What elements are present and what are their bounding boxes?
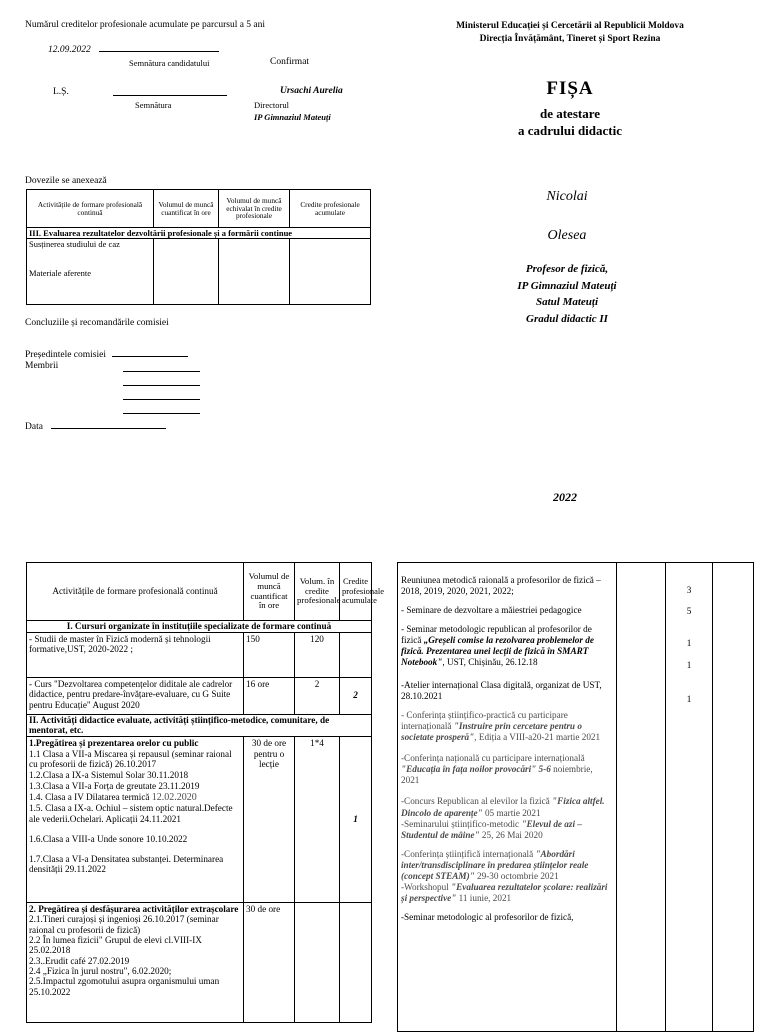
seminar-item: -Seminar metodologic al profesorilor de fizică, <box>401 911 574 922</box>
teacher-role: Profesor de fizică, <box>525 263 609 275</box>
activity-hours: 16 ore <box>244 677 295 714</box>
top-left-page <box>25 20 365 30</box>
evidence-header: Activitățile de formare profesională continuă <box>27 190 154 228</box>
signature-date-row <box>48 42 219 55</box>
conference-item: -Conferința științifică internațională "Abordări inter/transdisciplinare în predarea științelor reale (concept STEAM)" 29-30 octombrie 2021 <box>401 848 589 881</box>
cover-title <box>400 78 740 100</box>
lesson-item-4 <box>29 792 241 804</box>
evidence-section: III. Evaluarea rezultatelor dezvoltării profesionale și a formării continue <box>27 228 371 239</box>
evidence-row-case-study: Susținerea studiului de caz <box>29 239 120 249</box>
evidence-header: Credite profesionale acumulate <box>290 190 371 228</box>
evidence-row-materials: Materiale aferente <box>29 268 92 279</box>
direction: Direcția Învățământ, Tineret și Sport Rezina <box>479 33 661 44</box>
cover-year: 2022 <box>553 490 577 504</box>
extracurricular-cell <box>27 902 244 1022</box>
president-label: Președintele comisiei <box>25 350 106 360</box>
right-item: - Seminare de dezvoltare a măiestriei pedagogice <box>401 605 582 616</box>
activities-table <box>26 562 385 1023</box>
confirmed-label: Confirmat <box>270 57 310 67</box>
evidence-rows <box>27 239 154 305</box>
extracurricular-item: 2.3..Erudit café 27.02.2019 <box>29 955 130 966</box>
extracurricular-item: 2.5.Impactul zgomotului asupra organismului uman 25.10.2022 <box>29 976 220 997</box>
section-title: II. Activități didactice evaluate, activități științifico-metodice, comunitare, de mentorat, etc. <box>27 714 372 736</box>
lesson-item: 1.6.Clasa a VIII-a Unde sonore 10.10.2022 <box>29 833 188 844</box>
activity-credits: 120 <box>295 632 340 677</box>
lesson-item: 1.2.Clasa a IX-a Sistemul Solar 30.11.2018 <box>29 770 189 781</box>
extracurricular-item: 2.1.Tineri curajoși și ingenioși 26.10.2017 (seminar raional cu profesorii de fizică) <box>29 914 219 935</box>
activity-credits: 1*4 <box>295 736 340 902</box>
subtitle-1: de atestare <box>539 106 601 121</box>
member-line <box>123 390 200 400</box>
right-item: Reuniunea metodică raională a profesorilor de fizică – 2018, 2019, 2020, 2021, 2022; <box>401 575 601 597</box>
public-lessons-cell <box>27 736 244 902</box>
public-lessons-title: 1.Pregătirea și prezentarea orelor cu public <box>29 737 199 748</box>
credits-column <box>666 563 713 1032</box>
activity-hours: 30 de ore pentru o lecție <box>244 736 295 902</box>
member-line <box>123 404 200 414</box>
teacher-school: IP Gimnaziul Mateuți <box>517 279 617 292</box>
member-line <box>123 376 200 386</box>
activities-table-continued <box>397 562 754 1032</box>
extracurricular-title: 2. Pregătirea și desfășurarea activităților extrașcolare <box>29 903 239 914</box>
credit-value: 1 <box>686 694 692 705</box>
activity-acc-credits: 1 <box>340 736 372 902</box>
ministry: Ministerul Educației și Cercetării al Republicii Moldova <box>456 21 684 31</box>
seminar-item: - Seminar metodologic republican al profesorilor de fizică „Greșeli comise la rezolvarea problemelor de fizică. Prezentarea unei lecții de fizică în SMART Notebook", UST, Chișinău, 26.12.18 <box>401 624 594 668</box>
ls-label: L.Ș. <box>53 87 69 97</box>
continued-activities-cell <box>398 563 617 1032</box>
lesson-item: 1.1 Clasa a VII-a Miscarea și repausul (seminar raional cu profesorii de fizică) 26.10.2017 <box>29 748 232 770</box>
lesson-item-date: 12.02.2020 <box>151 791 197 803</box>
director-name: Ursachi Aurelia <box>280 86 343 96</box>
signature-line <box>113 86 227 96</box>
date-row <box>25 419 166 432</box>
extracurricular-item: 2.2 În lumea fizicii" Grupul de elevi cl.VIII-IX 25.02.2018 <box>29 934 202 956</box>
lesson-item: 1.7.Clasa a VI-a Densitatea substanței. Determinarea densității 29.11.2022 <box>29 853 224 875</box>
activity-hours: 150 <box>244 632 295 677</box>
subtitle-2: a cadrului didactic <box>517 122 622 138</box>
section-title: I. Cursuri organizate în instituțiile specializate de formare continuă <box>27 621 372 633</box>
credit-value: 5 <box>686 606 692 617</box>
activity-acc-credits: 2 <box>340 677 372 714</box>
credit-value: 3 <box>686 585 692 595</box>
lesson-item: 1.3.Clasa a VII-a Forța de greutate 23.11.2019 <box>29 780 200 791</box>
extracurricular-item: 2.4 „Fizica în jurul nostru", 6.02.2020; <box>29 966 172 977</box>
activities-header: Volum. în credite profesionale <box>295 563 340 621</box>
atelier-item: -Atelier internațional Clasa digitală, organizat de UST, 28.10.2021 <box>401 680 602 702</box>
lesson-item: 1.5. Clasa a IX-a. Ochiul – sistem optic natural.Defecte ale vederii.Ochelari. Aplicații 24.11.2021 <box>29 803 233 825</box>
director-label: Directorul <box>254 100 289 110</box>
president-signature-line <box>112 347 188 357</box>
activity-text: - Curs "Dezvoltarea competențelor diditale ale cadrelor didactice, pentru predare-învățare-evaluare, cu G Suite pentru Educație" August 2020 <box>27 677 244 714</box>
conference-item: -Conferința națională cu participare internațională "Educația în fața noilor provocări" 5-6 noiembrie, 2021 <box>401 753 593 786</box>
workshop-item: -Workshopul "Evaluarea rezultatelor școlare: realizări și perspective" 11 iunie, 2021 <box>401 881 608 903</box>
conclusions-label: Concluziile și recomandările comisiei <box>25 318 169 328</box>
evidence-header: Volumul de muncă echivalat în credite profesionale <box>219 190 290 228</box>
credit-value: 1 <box>686 660 692 671</box>
date-line <box>51 419 166 429</box>
evidence-title: Dovezile se anexează <box>25 176 107 186</box>
fisa-title: FIȘA <box>546 78 594 99</box>
activities-header: Activitățile de formare profesională continuă <box>27 563 244 621</box>
teacher-surname: Nicolai <box>546 189 588 204</box>
conference-item: - Conferința științifico-practică cu participare internațională "Instruire prin cercetare pentru o societate prosperă", Ediția a VIII-a20-21 martie 2021 <box>401 710 601 743</box>
activity-text: - Studii de master în Fizică modernă și tehnologii formative,UST, 2020-2022 ; <box>27 632 244 677</box>
evidence-header: Volumul de muncă cuantificat în ore <box>154 190 219 228</box>
evidence-table <box>26 189 371 305</box>
credit-value: 1 <box>686 638 692 649</box>
cover-subtitle <box>400 106 740 140</box>
teacher-details <box>400 261 734 327</box>
activities-header: Volumul de muncă cuantificat în ore <box>244 563 295 621</box>
member-line <box>123 362 200 372</box>
date-label: Data <box>25 422 43 432</box>
candidate-signature-label: Semnătura candidatului <box>129 58 210 68</box>
activity-credits: 2 <box>295 677 340 714</box>
teacher-village: Satul Mateuți <box>535 296 599 308</box>
activities-header: Credite profesionale acumulate <box>340 563 372 621</box>
credits-line: Numărul creditelor profesionale acumulate pe parcursul a 5 ani <box>25 20 266 30</box>
members-label: Membrii <box>25 361 59 371</box>
lesson-item-text: 1.4. Clasa a IV Dilatarea termică <box>29 791 150 802</box>
signature-label: Semnătura <box>135 100 172 110</box>
cover-header <box>400 20 740 46</box>
president-row <box>25 347 188 360</box>
signature-date: 12.09.2022 <box>48 45 91 55</box>
teacher-degree: Gradul didactic II <box>526 312 608 325</box>
seminar-item: -Seminarului științifico-metodic "Elevul de azi – Studentul de mâine" 25, 26 Mai 2020 <box>401 818 582 840</box>
director-school: IP Gimnaziul Mateuți <box>254 112 331 122</box>
contest-item: -Concurs Republican al elevilor la fizică "Fizica altfel. Dincolo de aparențe" 05 martie 2021 <box>401 796 605 818</box>
activity-hours: 30 de ore <box>244 902 295 1022</box>
candidate-signature-line <box>99 42 219 52</box>
teacher-first-name: Olesea <box>547 228 587 243</box>
